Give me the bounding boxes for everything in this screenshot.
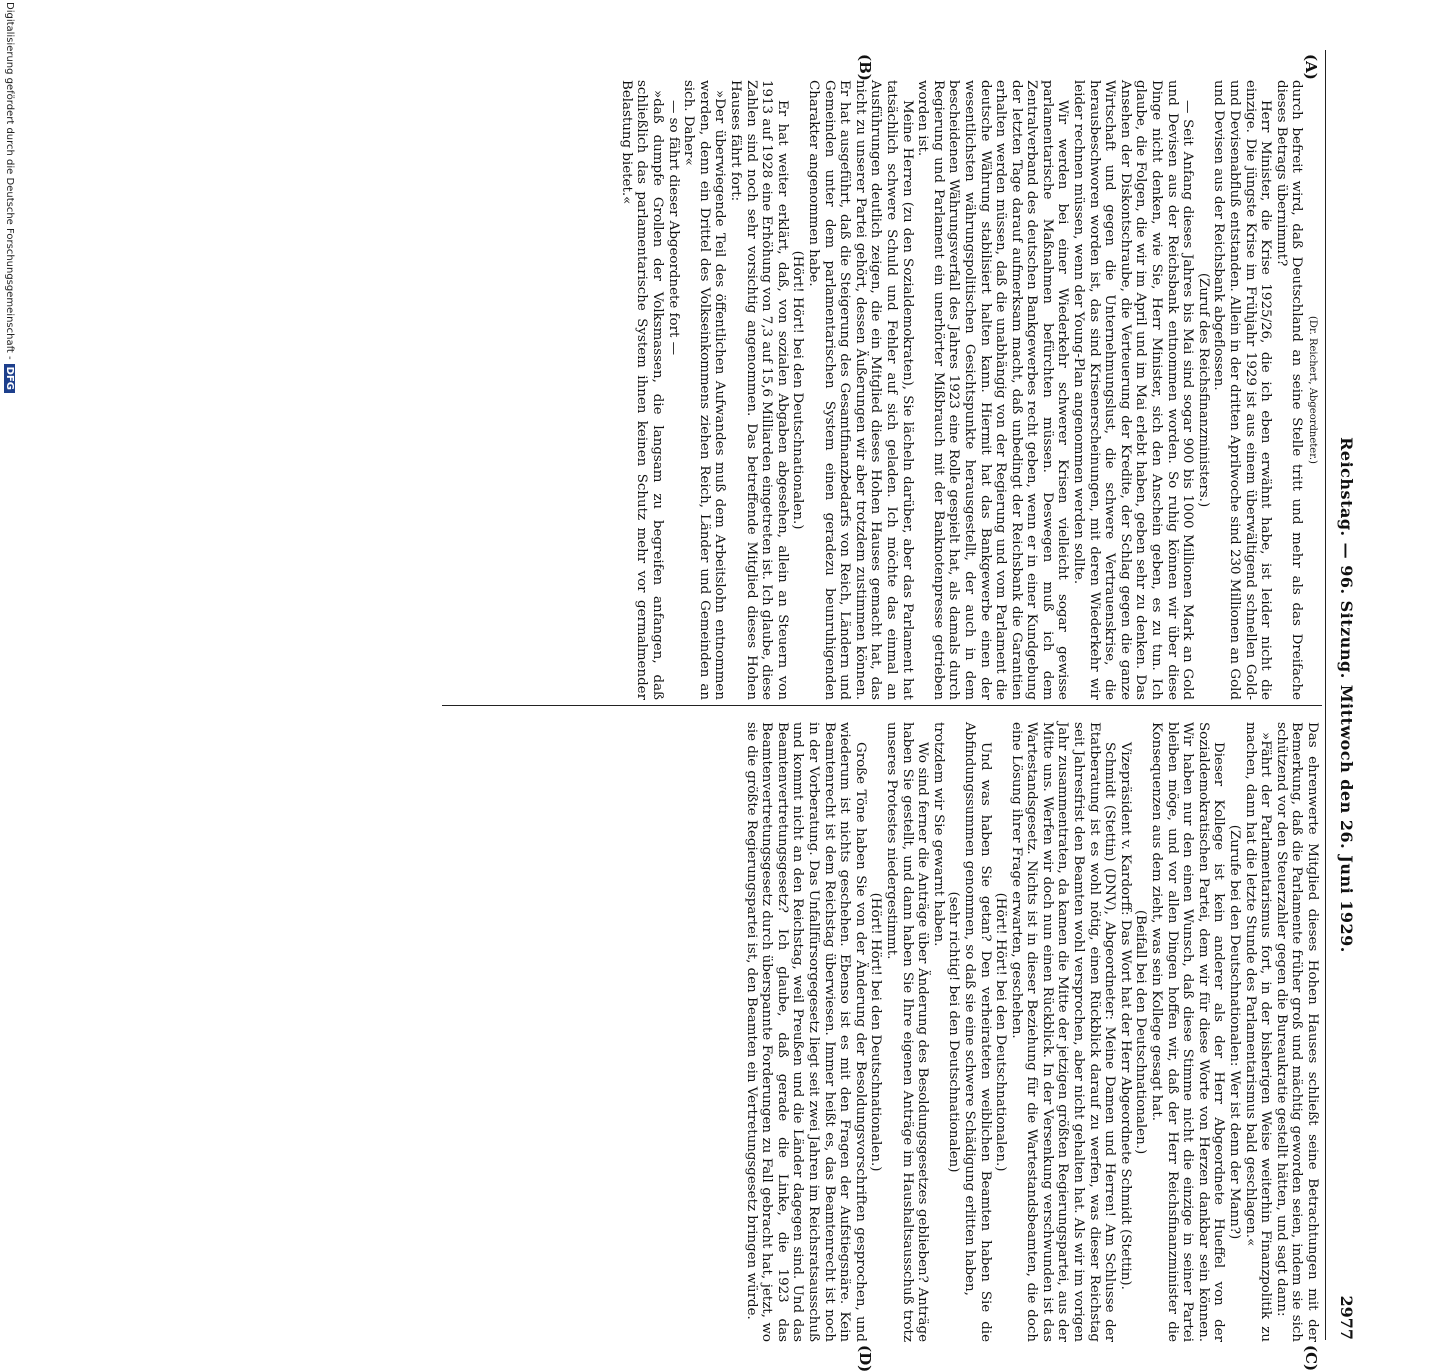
margin-marker-b: (B) <box>856 54 874 81</box>
interjection: (sehr richtig! bei den Deutschnationalen) <box>946 891 962 1173</box>
right-column <box>743 722 1320 1342</box>
digitization-footer <box>4 2 15 1002</box>
interjection: (Beifall bei den Deutschnationalen.) <box>1133 909 1149 1155</box>
header-title: Reichstag. — 96. Sitzung. Mittwoch den 26. Juni 1929. <box>1337 437 1356 953</box>
interjection: (Zuruf des Reichsfinanzministers.) <box>1195 272 1211 508</box>
paragraph: Dieser Kollege ist kein anderer als der Herr Abgeordnete Hueffel von der Sozialdemokratischen Partei, dem wir für diese Worte von Herzen dankbar sein können. Wir haben nur den einen Wunsch, daß diese Stimme nicht die einzige in seiner Partei bleiben möge, und vor allen Dingen hoffen wir, daß der Herr Reichsfinanzminister die Konsequenzen aus dem zieht, was sein Kollege gesagt hat. <box>1149 722 1227 1342</box>
paragraph: Wir werden bei einer Wiederkehr schwerer Krisen vielleicht sogar gewisse parlamentarische Maßnahmen befürchten müssen. Deswegen muß ich dem Zentralverband des deutschen Bankgewerbes recht geben, wenn er in einer Kundgebung der letzten Tage darauf aufmerksam macht, daß unbedingt der Reichsbank die Garantien erhalten werden müssen, daß die unabhängig von der Regierung und vom Parlament die deutsche Währung stabilisiert halten kann. Hiermit hat das Bankgewerbe einen der wesentlichsten währungspolitischen Gesichtspunkte herausgestellt, der auch in dem bescheidenen Währungsverfall des Jahres 1923 eine Rolle gespielt hat, als damals durch Regierung und Parlament ein unerhörter Mißbrauch mit der Banknotenpresse getrieben worden ist. <box>915 80 1071 700</box>
margin-marker-c: (C) <box>1302 1345 1320 1372</box>
paragraph: Meine Herren (zu den Sozialdemokraten), Sie lächeln darüber, aber das Parlament hat tatsächlich schwere Schuld und Fehler auf sich geladen. Ich möchte das einmal an Ausführungen deutlich zeigen, die ein Mitglied dieses Hohen Hauses gemacht hat, das nicht zu unserer Partei gehört, dessen Äußerungen wir aber trotzdem zustimmen können. Er hat ausgeführt, daß die Steigerung des Gesamtfinanzbedarfs von Reich, Ländern und Gemeinden unter dem parlamentarischen System einen geradezu beunruhigenden Charakter angenommen habe. <box>806 80 915 700</box>
interjection: (Hört! Hört! bei den Deutschnationalen.) <box>790 250 806 530</box>
paragraph: Und was haben Sie getan? Den verheirateten weiblichen Beamten haben Sie die Abfindungssummen genommen, so daß sie eine schwere Schädigung erlitten haben, <box>961 722 993 1342</box>
quotation: »Fährt der Parlamentarismus fort, in der bisherigen Weise weiterhin Finanzpolitik zu machen, dann hat die letzte Stunde des Parlamentarismus bald geschlagen.« <box>1242 722 1274 1342</box>
quotation: »Der überwiegende Teil des öffentlichen Aufwandes muß dem Arbeitslohn entnommen werden, denn ein Drittel des Volkseinkommens ziehen Reich, Länder und Gemeinden an sich. Daher« <box>681 80 728 700</box>
quotation: »daß dumpfe Grollen der Volksmassen, die langsam zu begreifen anfangen, daß schließlich das parlamentarische System ihnen keinen Schutz mehr vor germalmender Belastung bietet.« <box>618 80 666 700</box>
column-divider <box>442 705 1322 706</box>
footer-text: Digitalisierung gefördert durch die Deutsche Forschungsgemeinschaft - <box>4 2 15 360</box>
paragraph: trotzdem wir Sie gewarnt haben. <box>930 722 946 947</box>
interjection: (Hört! Hört! bei den Deutschnationalen.) <box>868 892 884 1172</box>
paragraph: Herr Minister, die Krise 1925/26, die ich eben erwähnt habe, ist leider nicht die einzige. Die jüngste Krise im Frühjahr 1929 ist aus einem überwältigend schnellen Gold- und Devisenabfluß entstanden. Allein in der dritten Aprilwoche sind 230 Millionen an Gold und Devisen aus der Reichsbank abgeflossen. <box>1211 80 1274 700</box>
page-header <box>1328 50 1356 1340</box>
left-column <box>618 80 1320 700</box>
interjection: (Hört! Hört! bei den Deutschnationalen.) <box>993 892 1009 1172</box>
speaker-line: Vizepräsident v. Kardorff: Das Wort hat der Herr Abgeordnete Schmidt (Stettin). <box>1117 742 1133 1290</box>
paragraph: durch befreit wird, daß Deutschland an seine Stelle tritt und mehr als das Dreifache dieses Betrags übernimmt? <box>1273 80 1305 700</box>
paragraph: — so fährt dieser Abgeordnete fort — <box>665 100 681 356</box>
paragraph: Wo sind ferner die Anträge über Änderung des Besoldungsgesetzes geblieben? Anträge haben Sie gestellt, und dann haben Sie Ihre eigenen Anträge im Haushaltsausschuß trotz unseres Protestes niedergestimmt. <box>883 722 931 1342</box>
margin-marker-d: (D) <box>856 1345 874 1372</box>
header-rule <box>1325 50 1326 1340</box>
interjection: (Zurufe bei den Deutschnationalen: Wer ist denn der Mann?) <box>1227 824 1243 1240</box>
paragraph: Große Töne haben Sie von der Änderung der Besoldungsvorschriften gesprochen, und wiederum ist nichts geschehen. Ebenso ist es mit den Fragen der Aufstiegsnäre. Kein Beamtenrecht ist dem Reichstag überwiesen. Immer heißt es, das Beamtenrecht ist noch in der Vorberatung. Das Unfallfürsorgegesetz liegt seit zwei Jahren im Reichsratsausschuß und kommt nicht an den Reichstag, weil Preußen und die Länder dagegen sind. Und das Beamtenvertretungsgesetz? Ich glaube, daß gerade die Linke, die 1923 das Beamtenvertretungsgesetz durch überspannte Forderungen zu Fall gebracht hat, jetzt, wo sie die größte Regierungspartei ist, den Beamten ein Vertretungsgesetz bringen würde. <box>743 722 868 1342</box>
paragraph: Das ehrenwerte Mitglied dieses Hohen Hauses schließt seine Betrachtungen mit der Bemerkung, daß die Parlamente früher groß und mächtig geworden seien, indem sie sich schützend vor den Steuerzahler gegen die Bureaukratie gestellt hätten, und sagt dann: <box>1273 722 1320 1342</box>
speaker-speech: Schmidt (Stettin) (DNV), Abgeordneter: Meine Damen und Herren! Am Schlusse der Etatberatung ist es wohl nötig, einen Rückblick darauf zu werfen, was dieser Reichstag seit Jahresfrist den Beamten wohl versprochen, aber nicht gehalten hat. Als wir im vorigen Jahr zusammentraten, da kamen die Mitte der jetzigen größten Regierungspartei, aus der Mitte uns. Werfen wir doch nun einen Rückblick. In der Versenkung verschwunden ist das Wartestandsgesetz. Nichts ist in dieser Beziehung für die Wartestandsbeamten, die doch eine Lösung ihrer Frage erwarten, geschehen. <box>1008 722 1118 1342</box>
paragraph: — Seit Anfang dieses Jahres bis Mai sind sogar 900 bis 1000 Millionen Mark an Gold und Devisen aus der Reichsbank entnommen worden. So ruhig können wir über diese Dinge nicht denken, wie Sie, Herr Minister, sich den Anschein geben, es zu tun. Ich glaube, die Folgen, die wir im April und im Mai erlebt haben, geben sehr zu denken. Das Ansehen der Diskontschraube, die Verteuerung der Kredite, der Schlag gegen die ganze Wirtschaft und gegen die Unternehmungslust, die schwere Vertrauenskrise, die herausbeschworen worden ist, das sind Krisenerscheinungen, mit deren Wiederkehr wir leider rechnen müssen, wenn der Young-Plan angenommen werden sollte. <box>1071 80 1196 700</box>
dfg-logo: DFG <box>4 364 15 393</box>
margin-marker-a: (A) <box>1302 54 1320 80</box>
page-number: 2977 <box>1337 1295 1356 1340</box>
speaker-continuation: (Dr. Reichert, Abgeordneter.) <box>1307 316 1318 464</box>
paragraph: Er hat weiter erklärt, daß, von sozialen Abgaben abgesehen, allein an Steuern von 1913 auf 1928 eine Erhöhung von 7,3 auf 15,6 Milliarden eingetreten ist. Ich glaube, diese Zahlen sind noch sehr vorsichtig angenommen. Das betreffende Mitglied dieses Hohen Hauses fährt fort: <box>728 80 790 700</box>
